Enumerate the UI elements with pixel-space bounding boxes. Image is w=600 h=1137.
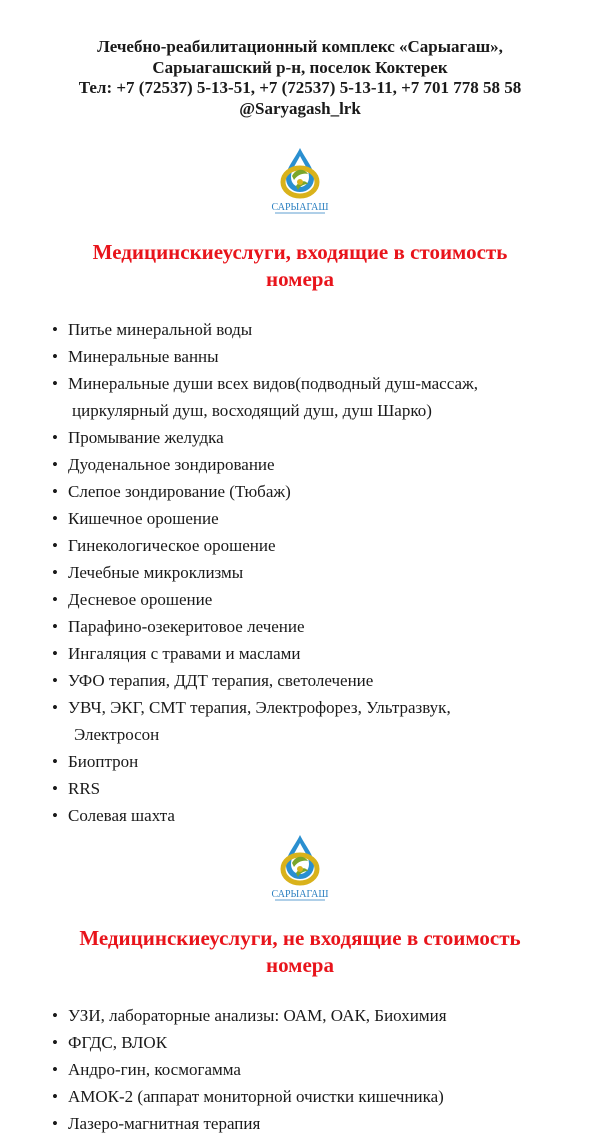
list-item-text: Парафино-озекеритовое лечение xyxy=(68,617,305,636)
section-not-included-title-line-1: Медицинскиеуслуги, не входящие в стоимость xyxy=(79,926,521,950)
list-item-text: УЗИ, лабораторные анализы: ОАМ, ОАК, Биохимия xyxy=(68,1006,447,1025)
list-item xyxy=(52,424,600,451)
section-included-title-line-2: номера xyxy=(265,267,334,291)
list-item-text: Минеральные души всех видов(подводный душ-массаж, xyxy=(68,374,479,393)
list-item-text: УФО терапия, ДДТ терапия, светолечение xyxy=(68,671,374,690)
header-line-1: Лечебно-реабилитационный комплекс «Сарыагаш», xyxy=(97,37,503,56)
included-services-list xyxy=(0,316,600,829)
list-item-text: Слепое зондирование (Тюбаж) xyxy=(68,482,291,501)
list-item xyxy=(52,586,600,613)
list-item xyxy=(52,775,600,802)
list-item xyxy=(52,343,600,370)
section-included-title-line-1: Медицинскиеуслуги, входящие в стоимость xyxy=(92,240,508,264)
list-item xyxy=(52,370,600,424)
logo-text: САРЫАГАШ xyxy=(271,202,329,213)
section-not-included-title xyxy=(0,925,600,979)
saryagash-logo-icon xyxy=(258,833,342,905)
section-included-title xyxy=(0,239,600,293)
list-item-text: Лазеро-магнитная терапия xyxy=(68,1114,261,1133)
list-item xyxy=(52,1056,600,1083)
not-included-services-list xyxy=(0,1002,600,1137)
list-item xyxy=(52,802,600,829)
section-not-included-title-line-2: номера xyxy=(265,953,334,977)
list-item-text: Лечебные микроклизмы xyxy=(68,563,244,582)
list-item xyxy=(52,505,600,532)
list-item-text: Дуоденальное зондирование xyxy=(68,455,275,474)
list-item-text: АМОК-2 (аппарат мониторной очистки кишечника) xyxy=(68,1087,444,1106)
list-item xyxy=(52,559,600,586)
list-item xyxy=(52,1029,600,1056)
list-item-text: Питье минеральной воды xyxy=(68,320,253,339)
list-item-text: Минеральные ванны xyxy=(68,347,219,366)
list-item xyxy=(52,532,600,559)
header-phones: Тел: +7 (72537) 5-13-51, +7 (72537) 5-13-11, +7 701 778 58 58 xyxy=(78,78,522,97)
header-line-2: Сарыагашский р-н, поселок Коктерек xyxy=(152,57,448,77)
list-item xyxy=(52,640,600,667)
list-item xyxy=(52,694,600,748)
list-item-continuation: циркулярный душ, восходящий душ, душ Шарко) xyxy=(72,401,432,420)
list-item-text: Ингаляция с травами и маслами xyxy=(68,644,301,663)
list-item-text: Кишечное орошение xyxy=(68,509,219,528)
list-item xyxy=(52,748,600,775)
list-item-text: Промывание желудка xyxy=(68,428,224,447)
list-item-text: УВЧ, ЭКГ, СМТ терапия, Электрофорез, Ультразвук, xyxy=(68,698,451,717)
list-item-text: RRS xyxy=(68,779,101,798)
list-item-text: Андро-гин, космогамма xyxy=(68,1060,241,1079)
list-item xyxy=(52,316,600,343)
list-item xyxy=(52,451,600,478)
list-item-text: Солевая шахта xyxy=(68,806,175,825)
header xyxy=(0,0,600,119)
list-item xyxy=(52,1110,600,1137)
list-item-continuation: Электросон xyxy=(74,725,160,744)
list-item xyxy=(52,478,600,505)
list-item xyxy=(52,1002,600,1029)
header-handle: @Saryagash_lrk xyxy=(239,98,361,118)
list-item xyxy=(52,613,600,640)
list-item-text: ФГДС, ВЛОК xyxy=(68,1033,168,1052)
list-item-text: Биоптрон xyxy=(68,752,139,771)
saryagash-logo-icon xyxy=(258,146,342,218)
list-item xyxy=(52,667,600,694)
list-item-text: Десневое орошение xyxy=(68,590,213,609)
list-item-text: Гинекологическое орошение xyxy=(68,536,276,555)
list-item xyxy=(52,1083,600,1110)
logo-text: САРЫАГАШ xyxy=(271,889,329,900)
